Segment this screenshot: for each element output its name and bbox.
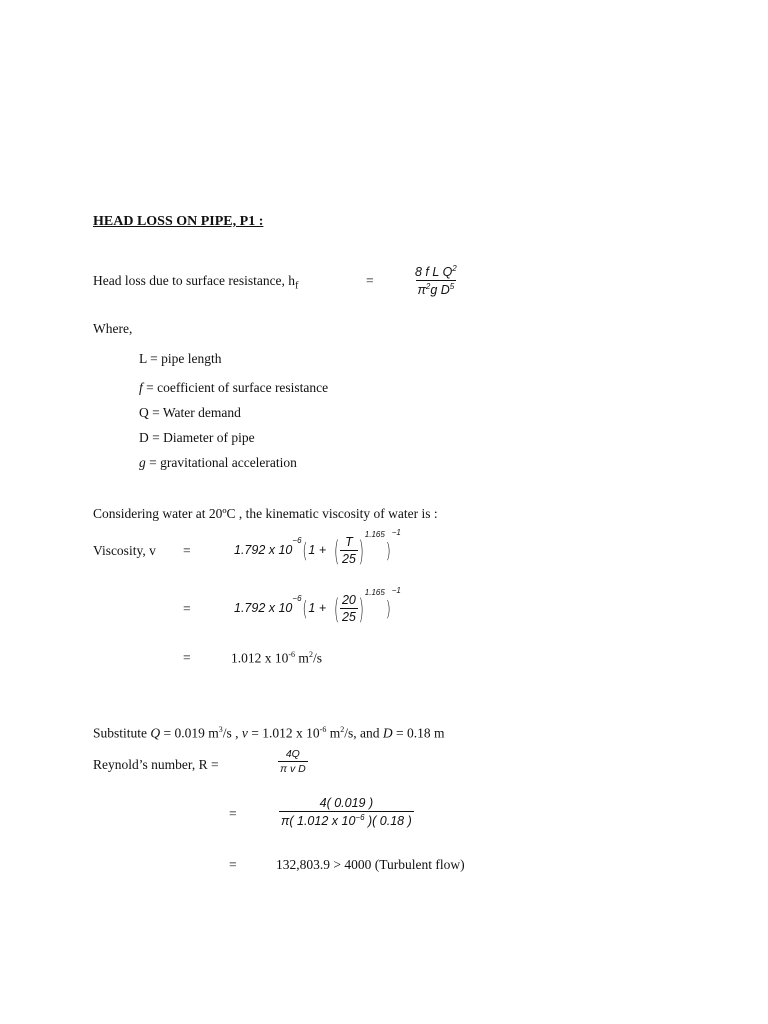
reynolds-sub-denominator: π( 1.012 x $10^{-6}$ )( 0.18 )	[281, 813, 412, 829]
headloss-fraction	[413, 264, 459, 297]
where-item: D = Diameter of pipe	[139, 430, 255, 445]
reynolds-equals-1: =	[229, 806, 237, 821]
headloss-label-text: Head loss due to surface resistance, h	[93, 273, 296, 288]
viscosity-formula-2: 1.792 x 10 $^{-6}$ ( 1 + ( $\frac{20}{25}$ ) $^{1.165}$ ) −1	[234, 586, 401, 625]
headloss-equals: =	[366, 273, 374, 288]
reynolds-numerator: 4Q	[285, 748, 300, 760]
reynolds-denominator: π v D	[280, 763, 306, 775]
where-item: L = pipe length	[139, 351, 222, 366]
headloss-formula-denominator: $\pi^2g$ $D^5$	[417, 282, 455, 298]
viscosity-formula-1: 1.792 x 10 $^{-6}$ ( 1 + ( $\frac{T}{25}$ ) $^{1.165}$ ) −1	[234, 528, 401, 567]
reynolds-substituted	[279, 796, 414, 828]
reynolds-formula	[278, 748, 308, 775]
headloss-formula-numerator: 8 f L $Q^2$	[415, 264, 457, 280]
viscosity-label: Viscosity, v	[93, 543, 156, 558]
reynolds-result: 132,803.9 > 4000 (Turbulent flow)	[276, 857, 465, 872]
page-title: HEAD LOSS ON PIPE, P1 :	[93, 214, 264, 229]
viscosity-intro: Considering water at 20ºC , the kinematic viscosity of water is :	[93, 506, 438, 521]
where-item: g = gravitational acceleration	[139, 455, 297, 470]
where-item: Q = Water demand	[139, 405, 241, 420]
reynolds-sub-numerator: 4( 0.019 )	[319, 796, 374, 810]
substitute-line: Substitute Q = 0.019 $m^3/s$ , v = 1.012 x $10^{-6}$ $m^2/s$, and D = 0.18 m	[93, 725, 445, 741]
headloss-label	[93, 273, 298, 292]
reynolds-label: Reynold’s number, R =	[93, 757, 219, 772]
headloss-subscript: f	[295, 280, 299, 292]
viscosity-result: 1.012 x $10^{-6}$ $m^2/s$	[231, 650, 322, 666]
reynolds-equals-2: =	[229, 857, 237, 872]
headloss-formula	[413, 264, 459, 297]
viscosity-equals: =	[183, 543, 191, 558]
viscosity-equals-2: =	[183, 601, 191, 616]
viscosity-equals-3: =	[183, 650, 191, 665]
where-heading: Where,	[93, 321, 133, 336]
where-item: f = coefficient of surface resistance	[139, 380, 329, 395]
